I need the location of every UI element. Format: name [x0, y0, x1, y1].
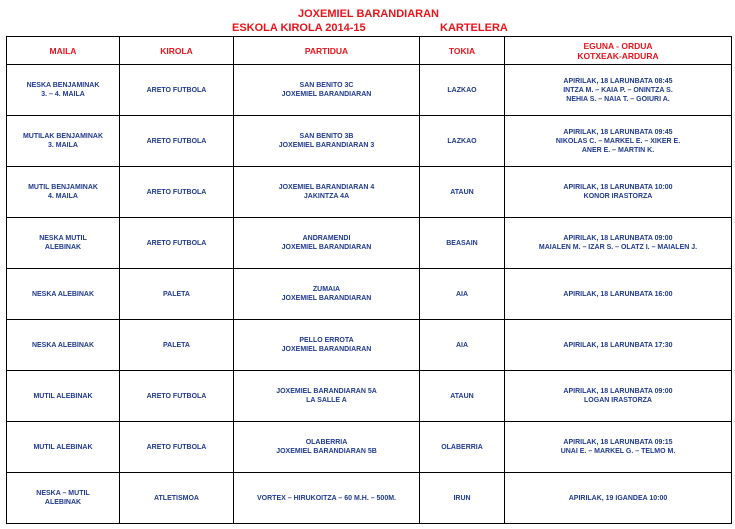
cell-tokia: IRUN: [420, 473, 505, 524]
cell-eguna: [505, 371, 732, 422]
col-header-tokia: TOKIA: [420, 37, 505, 65]
cell-partidua-line: JOXEMIEL BARANDIARAN: [281, 295, 372, 302]
cell-eguna-line: INTZA M. – KAIA P. – ONINTZA S.: [563, 86, 673, 94]
cell-kirola: ARETO FUTBOLA: [120, 218, 234, 269]
cell-maila-line: 3. MAILA: [48, 142, 78, 149]
cell-partidua: [234, 65, 420, 116]
school-name: JOXEMIEL BARANDIARAN: [298, 8, 439, 20]
cell-eguna-line: MAIALEN M. – IZAR S. – OLATZ I. – MAIALEN J.: [538, 244, 698, 251]
col-header-partidua: PARTIDUA: [234, 37, 420, 65]
cell-kirola: ATLETISMOA: [120, 473, 234, 524]
cell-maila-line: MUTIL ALEBINAK: [33, 443, 93, 451]
cell-kirola: PALETA: [120, 269, 234, 320]
cell-maila-line: 3. – 4. MAILA: [41, 91, 85, 98]
cell-eguna-line: UNAI E. – MARKEL G. – TELMO M.: [560, 448, 676, 455]
cell-tokia: AIA: [420, 320, 505, 371]
cell-partidua-line: JOXEMIEL BARANDIARAN 5A: [276, 388, 377, 395]
cell-eguna-line: APIRILAK, 18 LARUNBATA 10:00: [563, 184, 673, 191]
cell-partidua-line: OLABERRIA: [305, 439, 348, 446]
cell-maila-line: NESKA – MUTIL: [36, 490, 90, 497]
cell-tokia: LAZKAO: [420, 65, 505, 116]
cell-maila-line: 4. MAILA: [48, 193, 78, 200]
cell-partidua-line: JOXEMIEL BARANDIARAN: [281, 244, 372, 251]
cell-kirola: ARETO FUTBOLA: [120, 422, 234, 473]
cell-maila-line: ALEBINAK: [44, 499, 82, 506]
cell-partidua-line: VORTEX – HIRUKOITZA – 60 M.H. – 500M.: [257, 494, 396, 502]
cell-kirola: ARETO FUTBOLA: [120, 167, 234, 218]
cell-maila: [7, 422, 120, 473]
cell-eguna: [505, 218, 732, 269]
title-subline: [6, 21, 731, 35]
cell-partidua-line: SAN BENITO 3B: [299, 133, 354, 140]
cell-maila-line: NESKA ALEBINAK: [31, 290, 95, 298]
cell-eguna-line: APIRILAK, 18 LARUNBATA 09:45: [563, 128, 673, 136]
cell-partidua: [234, 116, 420, 167]
cell-maila-line: MUTIL ALEBINAK: [33, 392, 93, 400]
cell-eguna-line: ANER E. – MARTIN K.: [581, 146, 655, 154]
cell-eguna-line: LOGAN IRASTORZA: [584, 397, 652, 404]
cell-eguna-line: NEHIA S. – NAIA T. – GOIURI A.: [566, 95, 670, 103]
subtitle: ESKOLA KIROLA 2014-15: [232, 22, 366, 34]
cell-partidua-line: JOXEMIEL BARANDIARAN 4: [278, 184, 375, 191]
cell-eguna-line: KONOR IRASTORZA: [583, 193, 653, 200]
table-row: [7, 269, 732, 320]
cell-eguna-line: APIRILAK, 18 LARUNBATA 09:00: [563, 235, 673, 242]
cell-partidua-line: JOXEMIEL BARANDIARAN: [281, 346, 372, 353]
cell-tokia: AIA: [420, 269, 505, 320]
cell-maila-line: ALEBINAK: [44, 244, 82, 251]
col-header-eguna: [505, 37, 732, 65]
cell-maila: [7, 473, 120, 524]
cell-eguna: [505, 65, 732, 116]
cell-tokia: OLABERRIA: [420, 422, 505, 473]
cell-eguna-line: APIRILAK, 18 LARUNBATA 08:45: [563, 77, 673, 85]
cell-maila-line: NESKA BENJAMINAK: [26, 82, 100, 89]
cell-tokia: LAZKAO: [420, 116, 505, 167]
table-row: [7, 473, 732, 524]
cell-eguna: [505, 167, 732, 218]
col-header-kirola: KIROLA: [120, 37, 234, 65]
table-row: [7, 422, 732, 473]
cell-tokia: ATAUN: [420, 167, 505, 218]
cell-tokia: BEASAIN: [420, 218, 505, 269]
kartelera-label: KARTELERA: [440, 22, 508, 34]
cell-eguna-line: APIRILAK, 18 LARUNBATA 09:00: [563, 388, 673, 395]
cell-partidua-line: SAN BENITO 3C: [299, 82, 354, 89]
cell-kirola: PALETA: [120, 320, 234, 371]
table-row: [7, 167, 732, 218]
cell-maila: [7, 116, 120, 167]
cell-eguna-line: APIRILAK, 18 LARUNBATA 16:00: [563, 290, 673, 298]
table-row: [7, 320, 732, 371]
table-row: [7, 371, 732, 422]
cell-eguna: [505, 269, 732, 320]
cell-maila: [7, 269, 120, 320]
cell-partidua: [234, 218, 420, 269]
cell-eguna-line: APIRILAK, 19 IGANDEA 10:00: [568, 494, 668, 502]
table-header-row: [7, 37, 732, 65]
cell-partidua-line: JAKINTZA 4A: [303, 193, 350, 200]
cell-eguna-line: NIKOLAS C. – MARKEL E. – XIKER E.: [555, 137, 681, 145]
cell-partidua: [234, 269, 420, 320]
cell-partidua: [234, 473, 420, 524]
cell-partidua-line: JOXEMIEL BARANDIARAN 5B: [276, 448, 377, 455]
table-row: [7, 116, 732, 167]
cell-partidua: [234, 422, 420, 473]
cell-partidua-line: ZUMAIA: [312, 286, 341, 293]
cell-partidua-line: JOXEMIEL BARANDIARAN: [281, 91, 372, 98]
cell-partidua: [234, 320, 420, 371]
schedule-table: [6, 36, 732, 524]
cell-eguna: [505, 422, 732, 473]
cell-maila: [7, 218, 120, 269]
cell-kirola: ARETO FUTBOLA: [120, 371, 234, 422]
cell-maila: [7, 371, 120, 422]
cell-maila-line: NESKA ALEBINAK: [31, 341, 95, 349]
table-row: [7, 65, 732, 116]
cell-eguna-line: APIRILAK, 18 LARUNBATA 17:30: [563, 341, 673, 349]
cell-maila-line: MUTIL BENJAMINAK: [28, 184, 98, 191]
cell-maila-line: NESKA MUTIL: [39, 235, 87, 242]
cell-kirola: ARETO FUTBOLA: [120, 116, 234, 167]
cell-partidua-line: LA SALLE A: [306, 397, 347, 404]
cell-partidua: [234, 167, 420, 218]
document-title: [6, 6, 731, 36]
col-header-eguna-line1: EGUNA - ORDUA: [583, 40, 653, 51]
table-row: [7, 218, 732, 269]
col-header-maila: MAILA: [7, 37, 120, 65]
cell-maila-line: MUTILAK BENJAMINAK: [22, 133, 104, 140]
cell-maila: [7, 320, 120, 371]
col-header-eguna-line2: KOTXEAK-ARDURA: [577, 50, 659, 61]
cell-eguna: [505, 473, 732, 524]
cell-partidua: [234, 371, 420, 422]
cell-kirola: ARETO FUTBOLA: [120, 65, 234, 116]
cell-partidua-line: PELLO ERROTA: [299, 337, 354, 344]
cell-tokia: ATAUN: [420, 371, 505, 422]
cell-partidua-line: ANDRAMENDI: [302, 235, 351, 242]
cell-partidua-line: JOXEMIEL BARANDIARAN 3: [278, 142, 375, 149]
cell-eguna: [505, 116, 732, 167]
cell-maila: [7, 167, 120, 218]
cell-eguna: [505, 320, 732, 371]
cell-maila: [7, 65, 120, 116]
cell-eguna-line: APIRILAK, 18 LARUNBATA 09:15: [563, 439, 673, 446]
